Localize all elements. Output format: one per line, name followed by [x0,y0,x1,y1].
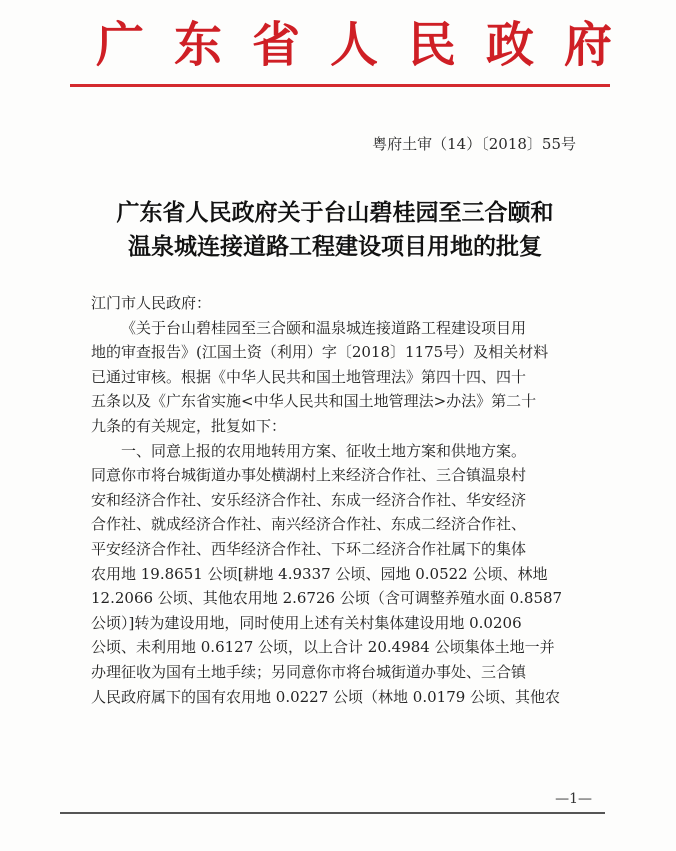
document-number: 粤府土审（14）〔2018〕55号 [372,135,576,153]
document-body [91,291,581,709]
body-line: 《关于台山碧桂园至三合颐和温泉城连接道路工程建设项目用 [121,318,527,337]
body-line: 五条以及《广东省实施<中华人民共和国土地管理法>办法》第二十 [91,392,537,411]
body-line: 平安经济合作社、西华经济合作社、下环二经济合作社属下的集体 [91,539,527,558]
body-line: 一、同意上报的农用地转用方案、征收土地方案和供地方案。 [121,441,527,460]
body-line: 12.2066 公顷、其他农用地 2.6726 公顷（含可调整养殖水面 0.8587 [91,589,563,608]
body-line: 公顷）]转为建设用地，同时使用上述有关村集体建设用地 0.0206 [91,613,522,632]
body-line: 地的审查报告》(江国土资（利用）字〔2018〕1175号）及相关材料 [91,343,549,362]
body-line: 九条的有关规定，批复如下： [91,416,287,435]
title-line-1: 广东省人民政府关于台山碧桂园至三合颐和 [116,199,554,226]
document-title [90,196,580,264]
title-line-2: 温泉城连接道路工程建设项目用地的批复 [128,233,542,260]
body-line: 安和经济合作社、安乐经济合作社、东成一经济合作社、华安经济 [91,490,527,509]
body-line: 人民政府属下的国有农用地 0.0227 公顷（林地 0.0179 公顷、其他农 [91,687,561,706]
addressee: 江门市人民政府： [91,294,212,312]
body-line: 合作社、就成经济合作社、南兴经济合作社、东成二经济合作社、 [91,515,527,534]
letterhead-title: 广东省人民政府 [96,17,643,73]
letterhead-red-rule [70,84,610,87]
footer-rule [60,812,605,814]
body-line: 农用地 19.8651 公顷[耕地 4.9337 公顷、园地 0.0522 公顷、林地 [91,564,548,583]
body-line: 公顷、未利用地 0.6127 公顷，以上合计 20.4984 公顷集体土地一并 [91,638,555,657]
body-line: 已通过审核。根据《中华人民共和国土地管理法》第四十四、四十 [91,367,527,386]
body-line: 同意你市将台城街道办事处横湖村上来经济合作社、三合镇温泉村 [91,466,527,485]
body-line: 办理征收为国有土地手续；另同意你市将台城街道办事处、三合镇 [91,662,527,681]
page-number: —1— [555,791,592,807]
